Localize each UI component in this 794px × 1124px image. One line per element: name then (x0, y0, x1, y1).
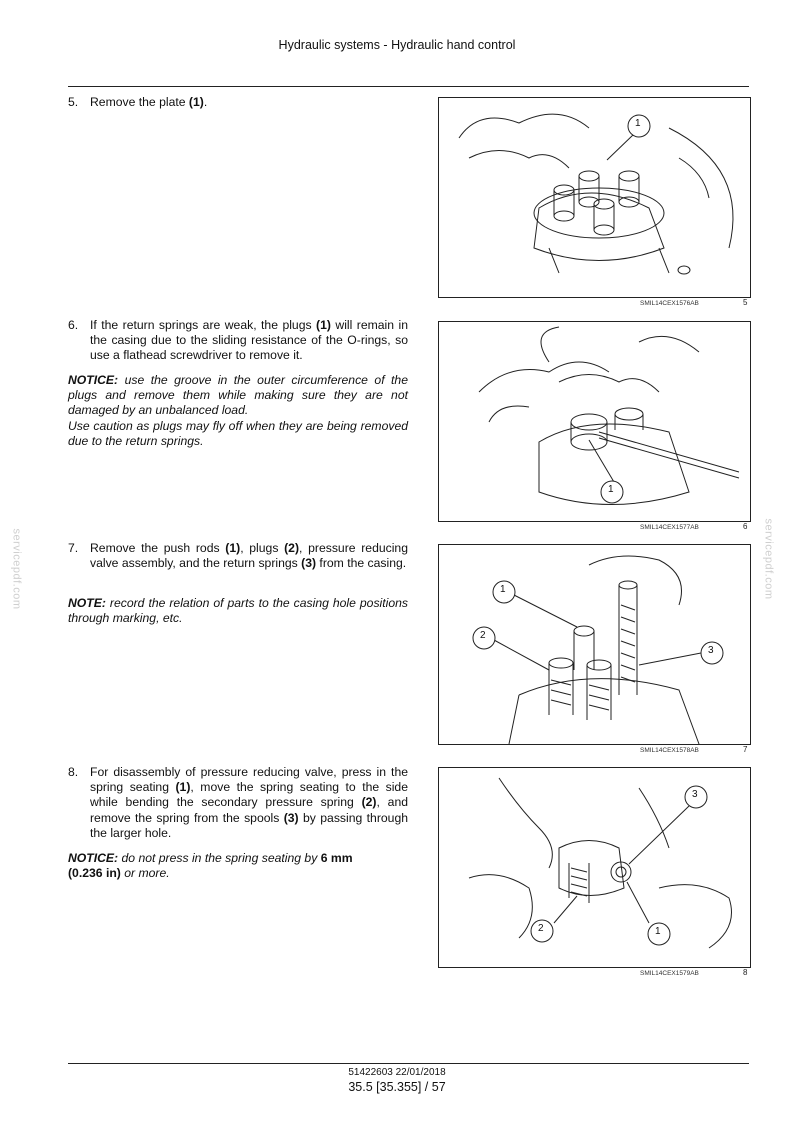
figure-number: 6 (743, 522, 748, 531)
notice-text-2: Use caution as plugs may fly off when they are being removed due to the return springs. (68, 418, 408, 448)
header-rule (68, 86, 749, 87)
figure-code: SMIL14CEX1576AB (640, 300, 699, 307)
notice-value-imperial: (0.236 in) (68, 866, 121, 881)
figure-callout-label: 1 (655, 926, 661, 937)
figure-code: SMIL14CEX1579AB (640, 970, 699, 977)
notice-label: NOTICE: (68, 373, 119, 387)
figure-6-illustration (438, 321, 751, 522)
notice-text-end: or more. (120, 866, 170, 881)
step-8 (68, 765, 408, 841)
figure-number: 8 (743, 968, 748, 977)
figure-7-illustration (438, 544, 751, 745)
figure-code: SMIL14CEX1578AB (640, 747, 699, 754)
figure-callout-label: 3 (708, 645, 714, 656)
step-text: Remove the push rods (1), plugs (2), pressure reducing valve assembly, and the return springs (3) from the casing. (90, 541, 408, 571)
step-number: 5. (68, 95, 79, 109)
notice-text: do not press in the spring seating by (118, 851, 321, 865)
watermark-right: servicepdf.com (762, 518, 775, 600)
figure-callout-label: 1 (635, 118, 641, 129)
watermark-left: servicepdf.com (10, 528, 23, 610)
figure-callout-label: 2 (538, 923, 544, 934)
figure-callout-label: 2 (480, 630, 486, 641)
note-label: NOTE: (68, 596, 106, 610)
figure-callout-label: 3 (692, 789, 698, 800)
note-1 (68, 596, 408, 626)
footer-doc-ref: 51422603 22/01/2018 (348, 1067, 446, 1078)
footer-page-number: 35.5 [35.355] / 57 (348, 1080, 446, 1094)
figure-8-illustration (438, 767, 751, 968)
step-number: 8. (68, 765, 79, 779)
step-text: If the return springs are weak, the plugs (1) will remain in the casing due to the sliding resistance of the O-rings, so use a flathead screwdriver to remove it. (90, 318, 408, 363)
step-number: 7. (68, 541, 79, 555)
notice-label: NOTICE: (68, 851, 119, 865)
figure-number: 5 (743, 298, 748, 307)
figure-number: 7 (743, 745, 748, 754)
note-text: record the relation of parts to the casing hole positions through marking, etc. (68, 596, 408, 626)
footer-rule (68, 1063, 749, 1064)
step-5 (68, 95, 408, 110)
step-6 (68, 318, 408, 364)
notice-text: use the groove in the outer circumference of the plugs and remove them while making sure they are not damaged by an unbalanced load. (68, 373, 408, 418)
step-number: 6. (68, 318, 79, 332)
notice-value: 6 mm (320, 851, 353, 865)
figure-5-illustration (438, 97, 751, 298)
figure-callout-label: 1 (608, 484, 614, 495)
notice-1 (68, 373, 408, 449)
step-7 (68, 541, 408, 571)
notice-2 (68, 851, 408, 881)
step-text: For disassembly of pressure reducing valve, press in the spring seating (1), move the spring seating to the side while bending the secondary pressure spring (2), and remove the spring from the spools (3) by passing through the larger hole. (90, 765, 409, 840)
figure-code: SMIL14CEX1577AB (640, 524, 699, 531)
page-header-title: Hydraulic systems - Hydraulic hand control (278, 38, 516, 52)
step-text: Remove the plate (1). (90, 95, 208, 109)
figure-callout-label: 1 (500, 584, 506, 595)
